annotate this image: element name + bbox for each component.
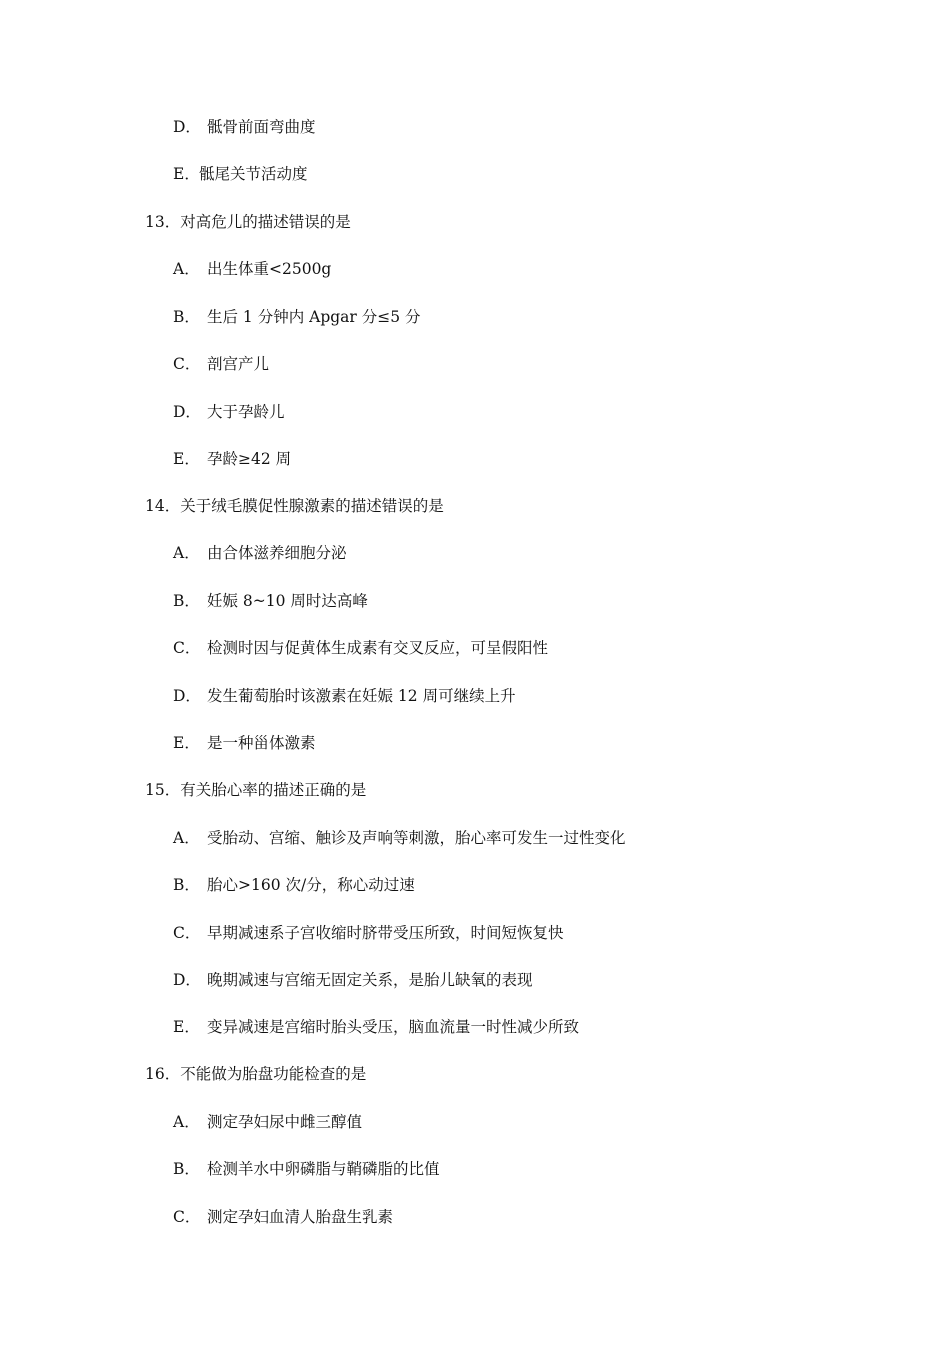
question-stem: 不能做为胎盘功能检查的是 bbox=[180, 1065, 367, 1083]
option-letter: A． bbox=[173, 829, 200, 847]
option-letter: D． bbox=[173, 118, 201, 136]
option-text: 由合体滋养细胞分泌 bbox=[207, 544, 347, 562]
option-14-e bbox=[173, 733, 316, 753]
option-text: 剖宫产儿 bbox=[207, 355, 270, 373]
option-text: 出生体重<2500g bbox=[207, 260, 332, 278]
option-text: 生后 1 分钟内 Apgar 分≤5 分 bbox=[207, 308, 421, 326]
option-13-b bbox=[173, 307, 421, 327]
question-number: 16． bbox=[145, 1065, 181, 1083]
option-14-b bbox=[173, 591, 368, 611]
option-text: 变异减速是宫缩时胎头受压，脑血流量一时性减少所致 bbox=[207, 1018, 580, 1036]
option-text: 妊娠 8~10 周时达高峰 bbox=[207, 592, 368, 610]
option-letter: B． bbox=[173, 876, 200, 894]
option-letter: E． bbox=[173, 165, 200, 183]
option-15-c bbox=[173, 923, 564, 943]
question-number: 15． bbox=[145, 781, 181, 799]
option-letter: E． bbox=[173, 734, 200, 752]
option-letter: E． bbox=[173, 450, 200, 468]
option-15-d bbox=[173, 970, 533, 990]
option-letter: D． bbox=[173, 687, 201, 705]
option-letter: B． bbox=[173, 1160, 200, 1178]
option-14-a bbox=[173, 543, 347, 563]
option-text: 骶尾关节活动度 bbox=[199, 165, 308, 183]
option-text: 大于孕龄儿 bbox=[207, 403, 285, 421]
question-stem: 关于绒毛膜促性腺激素的描述错误的是 bbox=[180, 497, 444, 515]
option-letter: D． bbox=[173, 971, 201, 989]
option-letter: A． bbox=[173, 1113, 200, 1131]
option-15-e bbox=[173, 1017, 579, 1037]
question-14 bbox=[145, 496, 444, 516]
option-text: 检测时因与促黄体生成素有交叉反应，可呈假阳性 bbox=[207, 639, 549, 657]
option-15-b bbox=[173, 875, 415, 895]
option-13-a bbox=[173, 259, 331, 279]
option-14-c bbox=[173, 638, 548, 658]
question-stem: 对高危儿的描述错误的是 bbox=[180, 213, 351, 231]
option-letter: B． bbox=[173, 592, 200, 610]
option-letter: C． bbox=[173, 1208, 201, 1226]
question-stem: 有关胎心率的描述正确的是 bbox=[180, 781, 367, 799]
question-number: 14． bbox=[145, 497, 181, 515]
option-16-b bbox=[173, 1159, 440, 1179]
option-letter: E． bbox=[173, 1018, 200, 1036]
option-14-d bbox=[173, 686, 516, 706]
question-16 bbox=[145, 1064, 366, 1084]
option-text: 晚期减速与宫缩无固定关系，是胎儿缺氧的表现 bbox=[207, 971, 533, 989]
option-text: 测定孕妇尿中雌三醇值 bbox=[207, 1113, 363, 1131]
option-text: 发生葡萄胎时该激素在妊娠 12 周可继续上升 bbox=[207, 687, 516, 705]
option-12-d bbox=[173, 117, 316, 137]
option-13-e bbox=[173, 449, 291, 469]
option-text: 孕龄≥42 周 bbox=[207, 450, 292, 468]
option-letter: C． bbox=[173, 355, 201, 373]
option-text: 早期减速系子宫收缩时脐带受压所致，时间短恢复快 bbox=[207, 924, 564, 942]
option-16-c bbox=[173, 1207, 393, 1227]
option-text: 测定孕妇血清人胎盘生乳素 bbox=[207, 1208, 394, 1226]
option-15-a bbox=[173, 828, 626, 848]
option-13-d bbox=[173, 402, 285, 422]
option-letter: B． bbox=[173, 308, 200, 326]
option-text: 胎心>160 次/分，称心动过速 bbox=[207, 876, 415, 894]
option-text: 检测羊水中卵磷脂与鞘磷脂的比值 bbox=[207, 1160, 440, 1178]
option-16-a bbox=[173, 1112, 362, 1132]
question-13 bbox=[145, 212, 351, 232]
option-13-c bbox=[173, 354, 269, 374]
option-letter: D． bbox=[173, 403, 201, 421]
question-15 bbox=[145, 780, 366, 800]
option-text: 是一种甾体激素 bbox=[207, 734, 316, 752]
option-letter: C． bbox=[173, 639, 201, 657]
option-letter: A． bbox=[173, 260, 200, 278]
question-number: 13． bbox=[145, 213, 181, 231]
option-12-e bbox=[173, 164, 308, 184]
option-text: 骶骨前面弯曲度 bbox=[207, 118, 316, 136]
option-letter: C． bbox=[173, 924, 201, 942]
option-text: 受胎动、宫缩、触诊及声响等刺激，胎心率可发生一过性变化 bbox=[207, 829, 626, 847]
option-letter: A． bbox=[173, 544, 200, 562]
